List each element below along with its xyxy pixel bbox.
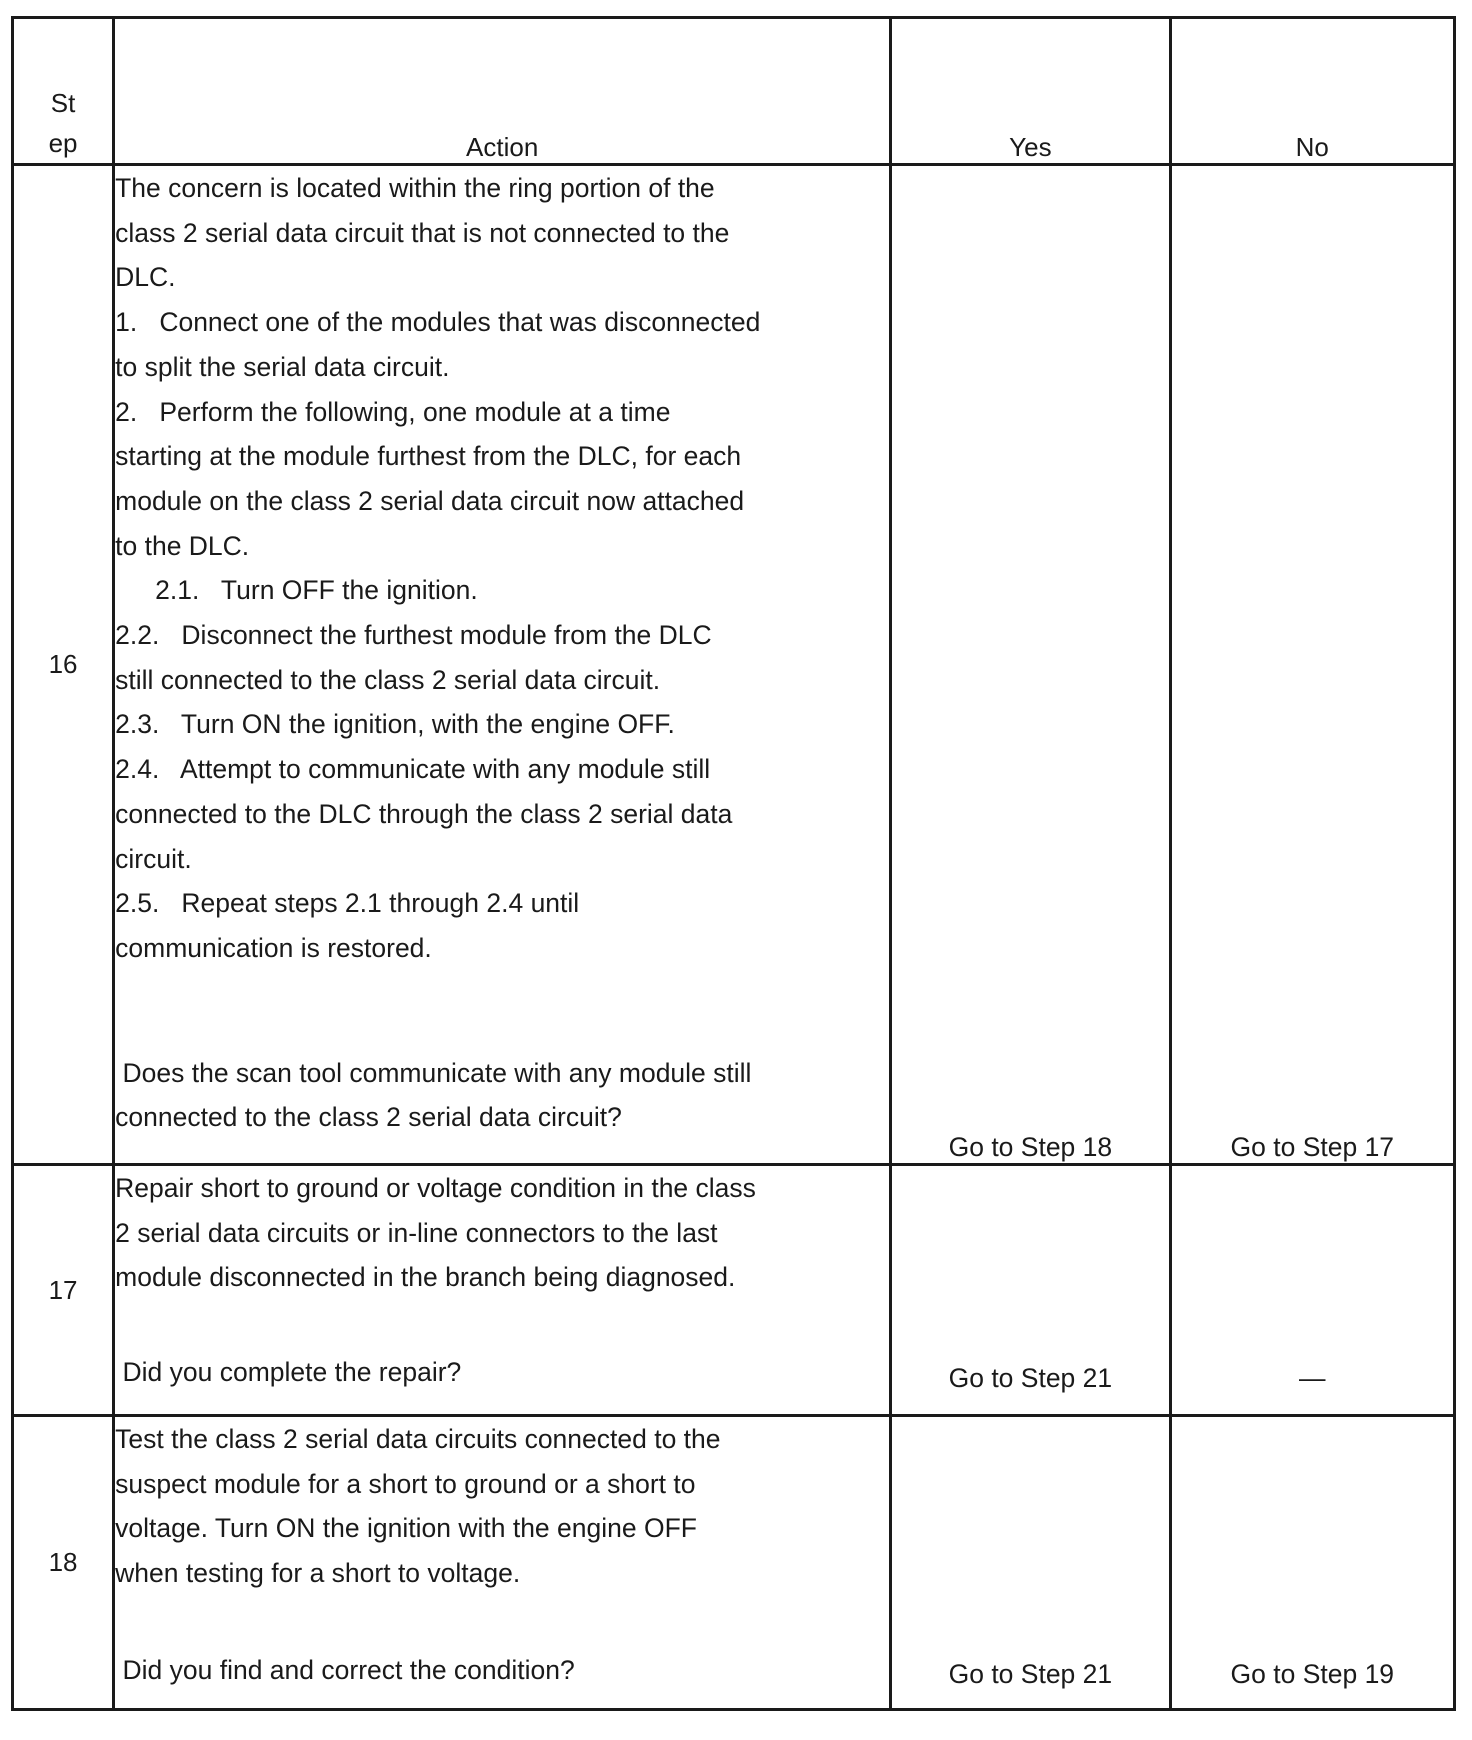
action-cell (114, 1416, 891, 1710)
action-line: to the DLC. (115, 530, 250, 561)
yes-cell: Go to Step 21 (891, 1416, 1170, 1710)
action-line: Repair short to ground or voltage condition in the class (115, 1173, 756, 1203)
action-line: 2.1. Turn OFF the ignition. (155, 575, 478, 606)
action-line: DLC. (115, 262, 176, 293)
action-cell (114, 165, 891, 1165)
step-number: 18 (13, 1416, 114, 1710)
question-line: Did you find and correct the condition? (115, 1654, 575, 1685)
header-step-line1: St (50, 88, 76, 118)
action-line: circuit. (115, 843, 192, 874)
header-row (13, 18, 1455, 165)
table-row-step-16 (13, 165, 1455, 1165)
action-line: 2.2. Disconnect the furthest module from the DLC (115, 620, 712, 651)
action-line: communication is restored. (115, 932, 432, 963)
action-line: starting at the module furthest from the DLC, for each (115, 441, 742, 472)
action-line: 2. Perform the following, one module at a time (115, 396, 671, 427)
step-number: 16 (13, 165, 114, 1165)
no-cell: Go to Step 17 (1170, 165, 1454, 1165)
action-line: module on the class 2 serial data circuit now attached (115, 485, 745, 516)
no-cell: — (1170, 1165, 1454, 1416)
action-line: to split the serial data circuit. (115, 351, 450, 382)
no-cell: Go to Step 19 (1170, 1416, 1454, 1710)
yes-cell: Go to Step 21 (891, 1165, 1170, 1416)
action-line: 2.5. Repeat steps 2.1 through 2.4 until (115, 888, 580, 919)
header-step (13, 18, 114, 165)
action-line: Test the class 2 serial data circuits connected to the (115, 1424, 721, 1454)
action-line: when testing for a short to voltage. (115, 1558, 521, 1589)
action-line: 1. Connect one of the modules that was disconnected (115, 307, 761, 338)
question-line: Does the scan tool communicate with any module still (115, 1057, 752, 1088)
header-yes: Yes (891, 18, 1170, 165)
header-no: No (1170, 18, 1454, 165)
question-line: Did you complete the repair? (115, 1357, 462, 1388)
table-row-step-18 (13, 1416, 1455, 1710)
action-line: connected to the DLC through the class 2 serial data (115, 798, 733, 829)
action-line: The concern is located within the ring portion of the (115, 173, 715, 203)
diagnostic-table (11, 16, 1456, 1711)
header-action: Action (114, 18, 891, 165)
yes-cell: Go to Step 18 (891, 165, 1170, 1165)
action-line: voltage. Turn ON the ignition with the engine OFF (115, 1513, 697, 1544)
action-line: class 2 serial data circuit that is not connected to the (115, 217, 730, 248)
action-line: 2.3. Turn ON the ignition, with the engine OFF. (115, 709, 675, 740)
action-line: 2 serial data circuits or in-line connectors to the last (115, 1217, 718, 1248)
header-step-line2: ep (48, 128, 78, 158)
table-row-step-17 (13, 1165, 1455, 1416)
step-number: 17 (13, 1165, 114, 1416)
action-line: module disconnected in the branch being diagnosed. (115, 1262, 736, 1293)
action-line: 2.4. Attempt to communicate with any module still (115, 754, 711, 785)
question-line: connected to the class 2 serial data circuit? (115, 1102, 622, 1133)
action-line: still connected to the class 2 serial data circuit. (115, 664, 661, 695)
action-cell (114, 1165, 891, 1416)
action-line: suspect module for a short to ground or a short to (115, 1468, 696, 1499)
